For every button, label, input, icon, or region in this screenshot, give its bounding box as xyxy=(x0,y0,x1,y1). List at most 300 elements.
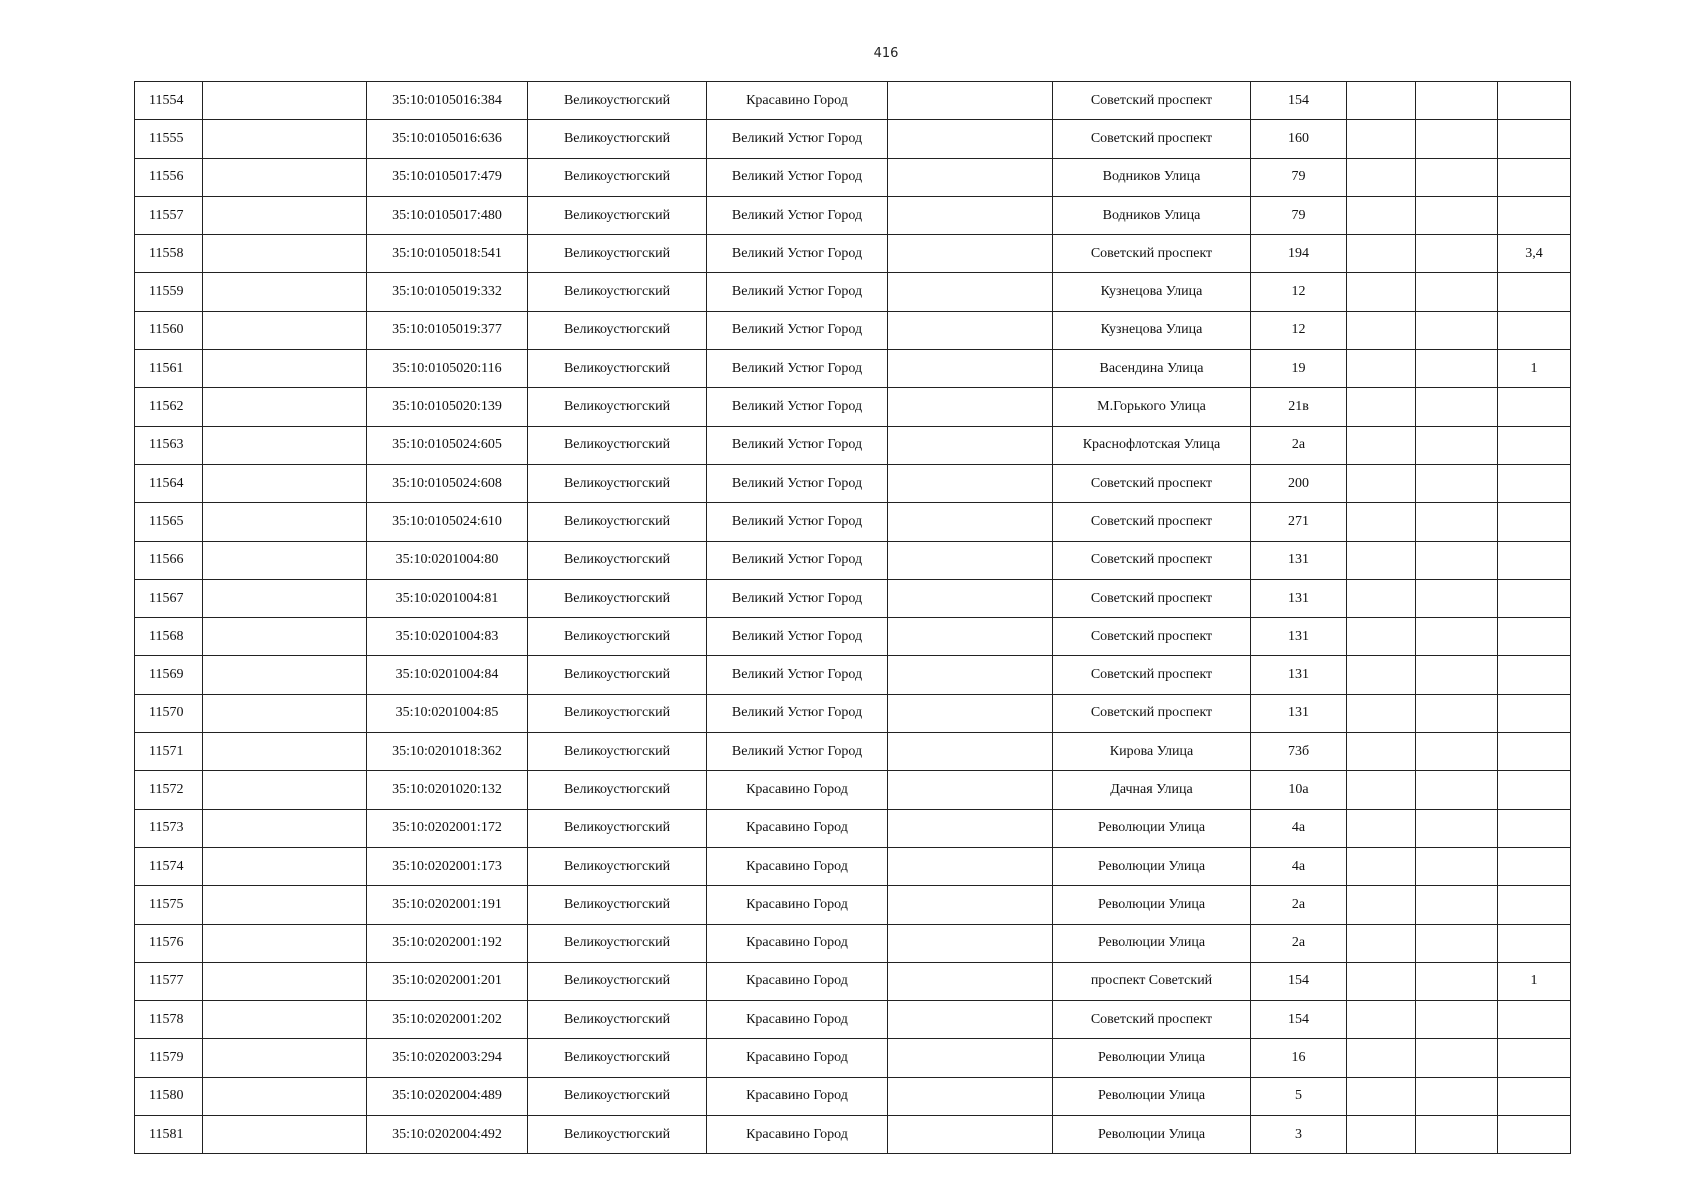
street-cell: Советский проспект xyxy=(1053,694,1251,732)
empty-cell xyxy=(888,273,1053,311)
note-cell xyxy=(1498,503,1571,541)
locality-cell: Великий Устюг Город xyxy=(707,350,888,388)
page-number: 416 xyxy=(873,46,899,61)
row-number-cell: 11561 xyxy=(135,350,203,388)
note-cell xyxy=(1498,694,1571,732)
empty-cell xyxy=(1416,733,1498,771)
note-cell xyxy=(1498,1001,1571,1039)
empty-cell xyxy=(1347,694,1416,732)
cadastral-number-cell: 35:10:0202004:492 xyxy=(367,1116,528,1154)
note-cell xyxy=(1498,273,1571,311)
note-cell xyxy=(1498,1039,1571,1077)
house-number-cell: 12 xyxy=(1251,273,1347,311)
locality-cell: Красавино Город xyxy=(707,886,888,924)
street-cell: Советский проспект xyxy=(1053,656,1251,694)
table-row xyxy=(135,350,1571,388)
empty-cell xyxy=(888,82,1053,120)
note-cell xyxy=(1498,464,1571,502)
cadastral-number-cell: 35:10:0105019:332 xyxy=(367,273,528,311)
empty-cell xyxy=(1347,618,1416,656)
locality-cell: Красавино Город xyxy=(707,847,888,885)
house-number-cell: 21в xyxy=(1251,388,1347,426)
empty-cell xyxy=(888,886,1053,924)
empty-cell xyxy=(888,656,1053,694)
street-cell: Советский проспект xyxy=(1053,618,1251,656)
empty-cell xyxy=(1347,196,1416,234)
empty-cell xyxy=(203,618,367,656)
note-cell: 1 xyxy=(1498,350,1571,388)
note-cell xyxy=(1498,196,1571,234)
note-cell xyxy=(1498,120,1571,158)
district-cell: Великоустюгский xyxy=(528,809,707,847)
empty-cell xyxy=(203,311,367,349)
district-cell: Великоустюгский xyxy=(528,579,707,617)
street-cell: Советский проспект xyxy=(1053,464,1251,502)
house-number-cell: 271 xyxy=(1251,503,1347,541)
cadastral-number-cell: 35:10:0105024:610 xyxy=(367,503,528,541)
empty-cell xyxy=(1347,426,1416,464)
district-cell: Великоустюгский xyxy=(528,82,707,120)
empty-cell xyxy=(888,1001,1053,1039)
empty-cell xyxy=(1347,962,1416,1000)
empty-cell xyxy=(1347,541,1416,579)
row-number-cell: 11574 xyxy=(135,847,203,885)
note-cell xyxy=(1498,924,1571,962)
note-cell xyxy=(1498,733,1571,771)
house-number-cell: 19 xyxy=(1251,350,1347,388)
cadastral-number-cell: 35:10:0105024:605 xyxy=(367,426,528,464)
district-cell: Великоустюгский xyxy=(528,503,707,541)
empty-cell xyxy=(1347,886,1416,924)
cadastral-number-cell: 35:10:0202001:172 xyxy=(367,809,528,847)
row-number-cell: 11581 xyxy=(135,1116,203,1154)
district-cell: Великоустюгский xyxy=(528,158,707,196)
cadastral-number-cell: 35:10:0105016:384 xyxy=(367,82,528,120)
row-number-cell: 11556 xyxy=(135,158,203,196)
house-number-cell: 79 xyxy=(1251,158,1347,196)
street-cell: Дачная Улица xyxy=(1053,771,1251,809)
empty-cell xyxy=(1347,388,1416,426)
house-number-cell: 73б xyxy=(1251,733,1347,771)
district-cell: Великоустюгский xyxy=(528,464,707,502)
street-cell: Советский проспект xyxy=(1053,120,1251,158)
empty-cell xyxy=(1416,924,1498,962)
empty-cell xyxy=(888,809,1053,847)
locality-cell: Красавино Город xyxy=(707,1116,888,1154)
house-number-cell: 160 xyxy=(1251,120,1347,158)
empty-cell xyxy=(888,1039,1053,1077)
empty-cell xyxy=(203,1077,367,1115)
row-number-cell: 11558 xyxy=(135,235,203,273)
table-row xyxy=(135,579,1571,617)
empty-cell xyxy=(888,388,1053,426)
house-number-cell: 200 xyxy=(1251,464,1347,502)
empty-cell xyxy=(1347,1039,1416,1077)
note-cell xyxy=(1498,158,1571,196)
district-cell: Великоустюгский xyxy=(528,1039,707,1077)
house-number-cell: 2а xyxy=(1251,924,1347,962)
empty-cell xyxy=(888,426,1053,464)
street-cell: Революции Улица xyxy=(1053,809,1251,847)
locality-cell: Красавино Город xyxy=(707,809,888,847)
house-number-cell: 194 xyxy=(1251,235,1347,273)
row-number-cell: 11572 xyxy=(135,771,203,809)
row-number-cell: 11570 xyxy=(135,694,203,732)
locality-cell: Великий Устюг Город xyxy=(707,388,888,426)
row-number-cell: 11575 xyxy=(135,886,203,924)
empty-cell xyxy=(888,503,1053,541)
empty-cell xyxy=(1347,273,1416,311)
empty-cell xyxy=(203,809,367,847)
cadastral-number-cell: 35:10:0105017:480 xyxy=(367,196,528,234)
empty-cell xyxy=(1416,1039,1498,1077)
empty-cell xyxy=(1347,1001,1416,1039)
note-cell xyxy=(1498,388,1571,426)
empty-cell xyxy=(203,426,367,464)
empty-cell xyxy=(1416,809,1498,847)
district-cell: Великоустюгский xyxy=(528,1077,707,1115)
empty-cell xyxy=(1416,1116,1498,1154)
empty-cell xyxy=(1416,311,1498,349)
note-cell xyxy=(1498,771,1571,809)
table-row xyxy=(135,771,1571,809)
row-number-cell: 11554 xyxy=(135,82,203,120)
cadastral-number-cell: 35:10:0202001:202 xyxy=(367,1001,528,1039)
locality-cell: Великий Устюг Город xyxy=(707,158,888,196)
locality-cell: Великий Устюг Город xyxy=(707,426,888,464)
note-cell xyxy=(1498,809,1571,847)
empty-cell xyxy=(1416,158,1498,196)
empty-cell xyxy=(203,1001,367,1039)
locality-cell: Красавино Город xyxy=(707,962,888,1000)
table-row xyxy=(135,618,1571,656)
locality-cell: Великий Устюг Город xyxy=(707,273,888,311)
note-cell xyxy=(1498,618,1571,656)
street-cell: Революции Улица xyxy=(1053,886,1251,924)
district-cell: Великоустюгский xyxy=(528,273,707,311)
cadastral-number-cell: 35:10:0201004:83 xyxy=(367,618,528,656)
row-number-cell: 11565 xyxy=(135,503,203,541)
note-cell xyxy=(1498,82,1571,120)
district-cell: Великоустюгский xyxy=(528,924,707,962)
empty-cell xyxy=(1347,1116,1416,1154)
street-cell: Кузнецова Улица xyxy=(1053,273,1251,311)
cadastral-number-cell: 35:10:0201018:362 xyxy=(367,733,528,771)
street-cell: Революции Улица xyxy=(1053,924,1251,962)
cadastral-number-cell: 35:10:0105018:541 xyxy=(367,235,528,273)
empty-cell xyxy=(1416,886,1498,924)
locality-cell: Великий Устюг Город xyxy=(707,235,888,273)
district-cell: Великоустюгский xyxy=(528,847,707,885)
empty-cell xyxy=(1347,120,1416,158)
row-number-cell: 11562 xyxy=(135,388,203,426)
house-number-cell: 131 xyxy=(1251,656,1347,694)
cadastral-number-cell: 35:10:0202004:489 xyxy=(367,1077,528,1115)
district-cell: Великоустюгский xyxy=(528,962,707,1000)
table-row xyxy=(135,426,1571,464)
district-cell: Великоустюгский xyxy=(528,1116,707,1154)
empty-cell xyxy=(203,196,367,234)
district-cell: Великоустюгский xyxy=(528,1001,707,1039)
empty-cell xyxy=(888,694,1053,732)
empty-cell xyxy=(203,1116,367,1154)
cadastral-number-cell: 35:10:0105016:636 xyxy=(367,120,528,158)
row-number-cell: 11567 xyxy=(135,579,203,617)
table-row xyxy=(135,158,1571,196)
empty-cell xyxy=(1347,733,1416,771)
empty-cell xyxy=(203,350,367,388)
cadastral-number-cell: 35:10:0105019:377 xyxy=(367,311,528,349)
row-number-cell: 11564 xyxy=(135,464,203,502)
table-row xyxy=(135,1116,1571,1154)
empty-cell xyxy=(1347,464,1416,502)
empty-cell xyxy=(203,962,367,1000)
cadastral-number-cell: 35:10:0201004:85 xyxy=(367,694,528,732)
empty-cell xyxy=(1416,656,1498,694)
locality-cell: Великий Устюг Город xyxy=(707,541,888,579)
locality-cell: Великий Устюг Город xyxy=(707,311,888,349)
note-cell xyxy=(1498,311,1571,349)
empty-cell xyxy=(1416,694,1498,732)
house-number-cell: 10а xyxy=(1251,771,1347,809)
empty-cell xyxy=(1416,82,1498,120)
table-row xyxy=(135,1077,1571,1115)
empty-cell xyxy=(1347,656,1416,694)
empty-cell xyxy=(1416,503,1498,541)
street-cell: Советский проспект xyxy=(1053,1001,1251,1039)
empty-cell xyxy=(1347,847,1416,885)
row-number-cell: 11580 xyxy=(135,1077,203,1115)
locality-cell: Великий Устюг Город xyxy=(707,618,888,656)
table-row xyxy=(135,464,1571,502)
row-number-cell: 11577 xyxy=(135,962,203,1000)
empty-cell xyxy=(203,656,367,694)
district-cell: Великоустюгский xyxy=(528,694,707,732)
empty-cell xyxy=(1416,273,1498,311)
note-cell xyxy=(1498,886,1571,924)
cadastral-number-cell: 35:10:0201004:80 xyxy=(367,541,528,579)
row-number-cell: 11566 xyxy=(135,541,203,579)
house-number-cell: 3 xyxy=(1251,1116,1347,1154)
house-number-cell: 131 xyxy=(1251,541,1347,579)
empty-cell xyxy=(1416,579,1498,617)
street-cell: Кирова Улица xyxy=(1053,733,1251,771)
empty-cell xyxy=(888,1077,1053,1115)
empty-cell xyxy=(203,924,367,962)
row-number-cell: 11557 xyxy=(135,196,203,234)
cadastral-number-cell: 35:10:0201020:132 xyxy=(367,771,528,809)
table-row xyxy=(135,809,1571,847)
table-row xyxy=(135,196,1571,234)
locality-cell: Великий Устюг Город xyxy=(707,733,888,771)
district-cell: Великоустюгский xyxy=(528,618,707,656)
empty-cell xyxy=(1416,426,1498,464)
house-number-cell: 12 xyxy=(1251,311,1347,349)
table-row xyxy=(135,503,1571,541)
district-cell: Великоустюгский xyxy=(528,388,707,426)
empty-cell xyxy=(888,1116,1053,1154)
empty-cell xyxy=(203,579,367,617)
empty-cell xyxy=(1347,579,1416,617)
empty-cell xyxy=(203,464,367,502)
empty-cell xyxy=(1416,235,1498,273)
empty-cell xyxy=(1347,1077,1416,1115)
table-row xyxy=(135,273,1571,311)
table-row xyxy=(135,1039,1571,1077)
empty-cell xyxy=(888,962,1053,1000)
empty-cell xyxy=(888,579,1053,617)
table-row xyxy=(135,656,1571,694)
row-number-cell: 11555 xyxy=(135,120,203,158)
house-number-cell: 154 xyxy=(1251,1001,1347,1039)
district-cell: Великоустюгский xyxy=(528,196,707,234)
empty-cell xyxy=(1347,158,1416,196)
cadastral-number-cell: 35:10:0202001:201 xyxy=(367,962,528,1000)
street-cell: Водников Улица xyxy=(1053,196,1251,234)
empty-cell xyxy=(1416,388,1498,426)
empty-cell xyxy=(1347,771,1416,809)
table-row xyxy=(135,962,1571,1000)
empty-cell xyxy=(203,847,367,885)
street-cell: Краснофлотская Улица xyxy=(1053,426,1251,464)
locality-cell: Красавино Город xyxy=(707,1039,888,1077)
street-cell: Водников Улица xyxy=(1053,158,1251,196)
cadastral-number-cell: 35:10:0202001:173 xyxy=(367,847,528,885)
empty-cell xyxy=(203,388,367,426)
cadastral-number-cell: 35:10:0201004:84 xyxy=(367,656,528,694)
row-number-cell: 11569 xyxy=(135,656,203,694)
house-number-cell: 154 xyxy=(1251,82,1347,120)
empty-cell xyxy=(1347,350,1416,388)
locality-cell: Красавино Город xyxy=(707,924,888,962)
empty-cell xyxy=(1347,503,1416,541)
street-cell: Кузнецова Улица xyxy=(1053,311,1251,349)
empty-cell xyxy=(203,1039,367,1077)
empty-cell xyxy=(888,771,1053,809)
house-number-cell: 79 xyxy=(1251,196,1347,234)
empty-cell xyxy=(203,694,367,732)
house-number-cell: 4а xyxy=(1251,847,1347,885)
street-cell: Советский проспект xyxy=(1053,579,1251,617)
house-number-cell: 16 xyxy=(1251,1039,1347,1077)
cadastral-number-cell: 35:10:0105017:479 xyxy=(367,158,528,196)
house-number-cell: 154 xyxy=(1251,962,1347,1000)
district-cell: Великоустюгский xyxy=(528,235,707,273)
street-cell: Революции Улица xyxy=(1053,1039,1251,1077)
street-cell: Революции Улица xyxy=(1053,1077,1251,1115)
empty-cell xyxy=(203,503,367,541)
empty-cell xyxy=(888,924,1053,962)
locality-cell: Красавино Город xyxy=(707,771,888,809)
empty-cell xyxy=(1347,311,1416,349)
district-cell: Великоустюгский xyxy=(528,350,707,388)
row-number-cell: 11576 xyxy=(135,924,203,962)
note-cell xyxy=(1498,656,1571,694)
empty-cell xyxy=(1347,809,1416,847)
street-cell: Васендина Улица xyxy=(1053,350,1251,388)
table-row xyxy=(135,1001,1571,1039)
cadastral-number-cell: 35:10:0201004:81 xyxy=(367,579,528,617)
street-cell: Революции Улица xyxy=(1053,1116,1251,1154)
registry-table xyxy=(134,81,1571,1154)
empty-cell xyxy=(1416,962,1498,1000)
locality-cell: Великий Устюг Город xyxy=(707,196,888,234)
note-cell xyxy=(1498,541,1571,579)
note-cell: 1 xyxy=(1498,962,1571,1000)
empty-cell xyxy=(1416,1077,1498,1115)
note-cell xyxy=(1498,1116,1571,1154)
house-number-cell: 131 xyxy=(1251,694,1347,732)
cadastral-number-cell: 35:10:0202003:294 xyxy=(367,1039,528,1077)
table-row xyxy=(135,847,1571,885)
street-cell: Советский проспект xyxy=(1053,541,1251,579)
empty-cell xyxy=(888,464,1053,502)
table-row xyxy=(135,694,1571,732)
row-number-cell: 11579 xyxy=(135,1039,203,1077)
house-number-cell: 4а xyxy=(1251,809,1347,847)
street-cell: Советский проспект xyxy=(1053,82,1251,120)
row-number-cell: 11563 xyxy=(135,426,203,464)
district-cell: Великоустюгский xyxy=(528,886,707,924)
cadastral-number-cell: 35:10:0105024:608 xyxy=(367,464,528,502)
row-number-cell: 11560 xyxy=(135,311,203,349)
district-cell: Великоустюгский xyxy=(528,771,707,809)
empty-cell xyxy=(1416,847,1498,885)
house-number-cell: 5 xyxy=(1251,1077,1347,1115)
note-cell xyxy=(1498,579,1571,617)
note-cell xyxy=(1498,1077,1571,1115)
row-number-cell: 11573 xyxy=(135,809,203,847)
empty-cell xyxy=(203,273,367,311)
table-row xyxy=(135,120,1571,158)
locality-cell: Великий Устюг Город xyxy=(707,656,888,694)
empty-cell xyxy=(203,771,367,809)
empty-cell xyxy=(1416,196,1498,234)
locality-cell: Великий Устюг Город xyxy=(707,694,888,732)
row-number-cell: 11578 xyxy=(135,1001,203,1039)
empty-cell xyxy=(203,733,367,771)
empty-cell xyxy=(888,541,1053,579)
house-number-cell: 131 xyxy=(1251,579,1347,617)
empty-cell xyxy=(888,733,1053,771)
locality-cell: Великий Устюг Город xyxy=(707,579,888,617)
empty-cell xyxy=(1416,541,1498,579)
locality-cell: Красавино Город xyxy=(707,1077,888,1115)
empty-cell xyxy=(1416,120,1498,158)
empty-cell xyxy=(203,886,367,924)
locality-cell: Красавино Город xyxy=(707,1001,888,1039)
empty-cell xyxy=(1347,924,1416,962)
empty-cell xyxy=(203,235,367,273)
table-row xyxy=(135,924,1571,962)
street-cell: Советский проспект xyxy=(1053,235,1251,273)
table-row xyxy=(135,733,1571,771)
empty-cell xyxy=(888,235,1053,273)
table-row xyxy=(135,311,1571,349)
district-cell: Великоустюгский xyxy=(528,120,707,158)
table-row xyxy=(135,886,1571,924)
cadastral-number-cell: 35:10:0202001:192 xyxy=(367,924,528,962)
empty-cell xyxy=(203,541,367,579)
empty-cell xyxy=(888,618,1053,656)
empty-cell xyxy=(888,311,1053,349)
table-row xyxy=(135,235,1571,273)
empty-cell xyxy=(1416,771,1498,809)
house-number-cell: 131 xyxy=(1251,618,1347,656)
empty-cell xyxy=(888,847,1053,885)
empty-cell xyxy=(203,158,367,196)
table-row xyxy=(135,388,1571,426)
